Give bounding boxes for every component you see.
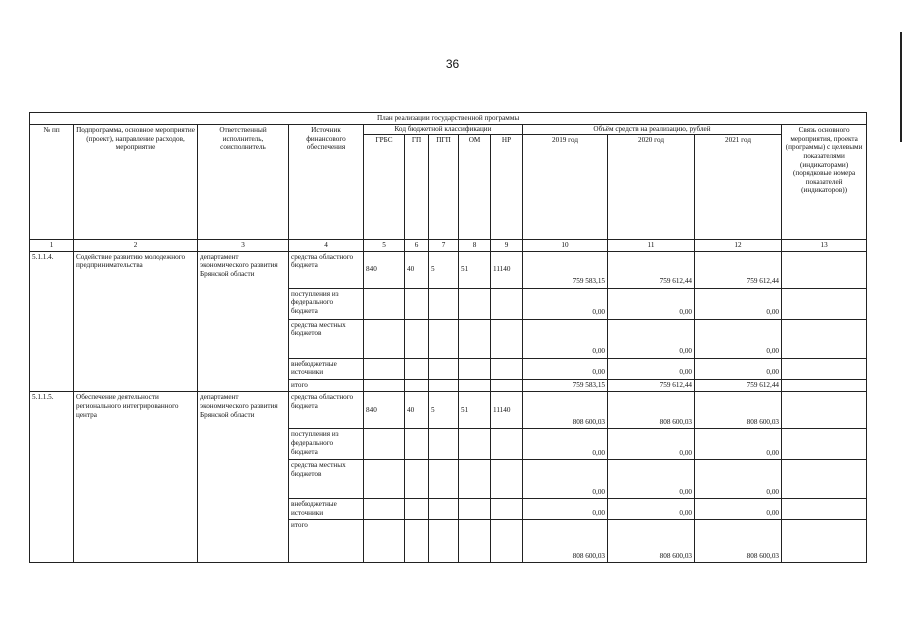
budget-code-grbs xyxy=(364,460,405,499)
budget-code-np xyxy=(491,460,523,499)
budget-code-gp xyxy=(405,429,429,460)
amount-y2020: 0,00 xyxy=(608,358,695,379)
budget-code-pgp xyxy=(429,520,459,563)
budget-code-np: 11140 xyxy=(491,392,523,429)
amount-y2019: 0,00 xyxy=(523,288,608,319)
column-number: 5 xyxy=(364,240,405,252)
budget-code-pgp xyxy=(429,288,459,319)
column-number: 1 xyxy=(30,240,74,252)
budget-code-gp xyxy=(405,358,429,379)
budget-code-om: 51 xyxy=(459,392,491,429)
budget-code-grbs xyxy=(364,429,405,460)
budget-code-gp: 40 xyxy=(405,392,429,429)
amount-y2021: 0,00 xyxy=(695,288,782,319)
amount-y2020: 759 612,44 xyxy=(608,251,695,288)
header-pgp: ПГП xyxy=(429,134,459,239)
amount-y2021: 759 612,44 xyxy=(695,379,782,392)
section-name: Содействие развитию молодежного предпринимательства xyxy=(74,251,198,392)
column-number: 7 xyxy=(429,240,459,252)
column-number: 10 xyxy=(523,240,608,252)
indicator-link xyxy=(782,319,867,358)
budget-code-np xyxy=(491,520,523,563)
budget-code-grbs xyxy=(364,358,405,379)
funding-source: средства местных бюджетов xyxy=(289,460,364,499)
budget-code-grbs xyxy=(364,288,405,319)
funding-source: средства областного бюджета xyxy=(289,251,364,288)
table-row xyxy=(30,392,867,429)
budget-code-np xyxy=(491,429,523,460)
budget-code-pgp: 5 xyxy=(429,392,459,429)
header-2021: 2021 год xyxy=(695,134,782,239)
amount-y2020: 0,00 xyxy=(608,460,695,499)
table-title: План реализации государственной программы xyxy=(30,113,867,125)
amount-y2021: 0,00 xyxy=(695,429,782,460)
amount-y2021: 808 600,03 xyxy=(695,392,782,429)
column-number: 6 xyxy=(405,240,429,252)
budget-code-np xyxy=(491,499,523,520)
budget-code-om xyxy=(459,358,491,379)
funding-source: поступления из федерального бюджета xyxy=(289,288,364,319)
budget-code-gp xyxy=(405,499,429,520)
amount-y2021: 0,00 xyxy=(695,358,782,379)
indicator-link xyxy=(782,520,867,563)
amount-y2021: 0,00 xyxy=(695,319,782,358)
amount-y2020: 0,00 xyxy=(608,319,695,358)
indicator-link xyxy=(782,392,867,429)
header-row xyxy=(30,125,867,135)
amount-y2020: 808 600,03 xyxy=(608,392,695,429)
budget-code-pgp xyxy=(429,429,459,460)
budget-code-np xyxy=(491,319,523,358)
section-name: Обеспечение деятельности регионального интегрированного центра xyxy=(74,392,198,563)
section-executor: департамент экономического развития Брянской области xyxy=(198,392,289,563)
budget-code-pgp xyxy=(429,358,459,379)
amount-y2019: 0,00 xyxy=(523,358,608,379)
header-2020: 2020 год xyxy=(608,134,695,239)
funding-source: средства местных бюджетов xyxy=(289,319,364,358)
column-number: 11 xyxy=(608,240,695,252)
section-executor: департамент экономического развития Брянской области xyxy=(198,251,289,392)
page-number: 36 xyxy=(445,57,460,71)
budget-code-np xyxy=(491,358,523,379)
indicator-link xyxy=(782,379,867,392)
budget-code-grbs xyxy=(364,379,405,392)
funding-source: внебюджетные источники xyxy=(289,358,364,379)
header-budget-code: Код бюджетной классификации xyxy=(364,125,523,135)
indicator-link xyxy=(782,288,867,319)
budget-code-om: 51 xyxy=(459,251,491,288)
budget-code-pgp xyxy=(429,379,459,392)
header-executor: Ответственный исполнитель, соисполнитель xyxy=(198,125,289,240)
header-no: № пп xyxy=(30,125,74,240)
budget-code-grbs xyxy=(364,499,405,520)
header-subprogram: Подпрограмма, основное мероприятие (проект), направление расходов, мероприятие xyxy=(74,125,198,240)
amount-y2020: 0,00 xyxy=(608,499,695,520)
table-title-row xyxy=(30,113,867,125)
header-gp: ГП xyxy=(405,134,429,239)
amount-y2020: 0,00 xyxy=(608,288,695,319)
header-grbs: ГРБС xyxy=(364,134,405,239)
budget-code-om xyxy=(459,460,491,499)
amount-y2019: 0,00 xyxy=(523,460,608,499)
budget-code-pgp xyxy=(429,319,459,358)
amount-y2019: 0,00 xyxy=(523,499,608,520)
budget-code-pgp: 5 xyxy=(429,251,459,288)
budget-code-grbs: 840 xyxy=(364,251,405,288)
header-volume: Объём средств на реализацию, рублей xyxy=(523,125,782,135)
budget-code-gp xyxy=(405,379,429,392)
plan-table xyxy=(29,112,867,563)
column-number: 12 xyxy=(695,240,782,252)
column-number: 2 xyxy=(74,240,198,252)
amount-y2019: 0,00 xyxy=(523,319,608,358)
budget-code-np xyxy=(491,379,523,392)
budget-code-om xyxy=(459,288,491,319)
budget-code-grbs xyxy=(364,319,405,358)
indicator-link xyxy=(782,429,867,460)
budget-code-om xyxy=(459,429,491,460)
indicator-link xyxy=(782,358,867,379)
budget-code-pgp xyxy=(429,499,459,520)
section-number: 5.1.1.4. xyxy=(30,251,74,392)
budget-code-gp xyxy=(405,460,429,499)
funding-source: поступления из федерального бюджета xyxy=(289,429,364,460)
amount-y2021: 0,00 xyxy=(695,460,782,499)
funding-source: итого xyxy=(289,379,364,392)
funding-source: внебюджетные источники xyxy=(289,499,364,520)
header-2019: 2019 год xyxy=(523,134,608,239)
amount-y2019: 759 583,15 xyxy=(523,251,608,288)
column-number: 8 xyxy=(459,240,491,252)
indicator-link xyxy=(782,460,867,499)
budget-code-om xyxy=(459,499,491,520)
amount-y2019: 759 583,15 xyxy=(523,379,608,392)
amount-y2019: 0,00 xyxy=(523,429,608,460)
budget-code-grbs xyxy=(364,520,405,563)
table-row xyxy=(30,251,867,288)
amount-y2019: 808 600,03 xyxy=(523,520,608,563)
header-np: НР xyxy=(491,134,523,239)
header-link: Связь основного мероприятия, проекта (программы) с целевыми показателями (индикаторами) (порядковые номера показателей (индикаторов)) xyxy=(782,125,867,240)
budget-code-gp xyxy=(405,520,429,563)
amount-y2020: 0,00 xyxy=(608,429,695,460)
budget-code-om xyxy=(459,379,491,392)
column-number: 3 xyxy=(198,240,289,252)
header-om: ОМ xyxy=(459,134,491,239)
budget-code-gp xyxy=(405,319,429,358)
indicator-link xyxy=(782,499,867,520)
amount-y2020: 808 600,03 xyxy=(608,520,695,563)
column-numbers-row xyxy=(30,240,867,252)
budget-code-grbs: 840 xyxy=(364,392,405,429)
column-number: 4 xyxy=(289,240,364,252)
header-source: Источник финансового обеспечения xyxy=(289,125,364,240)
budget-code-om xyxy=(459,319,491,358)
budget-code-gp: 40 xyxy=(405,251,429,288)
amount-y2019: 808 600,03 xyxy=(523,392,608,429)
margin-line xyxy=(900,32,902,142)
budget-code-np xyxy=(491,288,523,319)
funding-source: средства областного бюджета xyxy=(289,392,364,429)
amount-y2021: 0,00 xyxy=(695,499,782,520)
budget-code-pgp xyxy=(429,460,459,499)
budget-code-om xyxy=(459,520,491,563)
section-number: 5.1.1.5. xyxy=(30,392,74,563)
amount-y2021: 759 612,44 xyxy=(695,251,782,288)
indicator-link xyxy=(782,251,867,288)
budget-code-np: 11140 xyxy=(491,251,523,288)
funding-source: итого xyxy=(289,520,364,563)
column-number: 13 xyxy=(782,240,867,252)
amount-y2020: 759 612,44 xyxy=(608,379,695,392)
column-number: 9 xyxy=(491,240,523,252)
budget-code-gp xyxy=(405,288,429,319)
amount-y2021: 808 600,03 xyxy=(695,520,782,563)
